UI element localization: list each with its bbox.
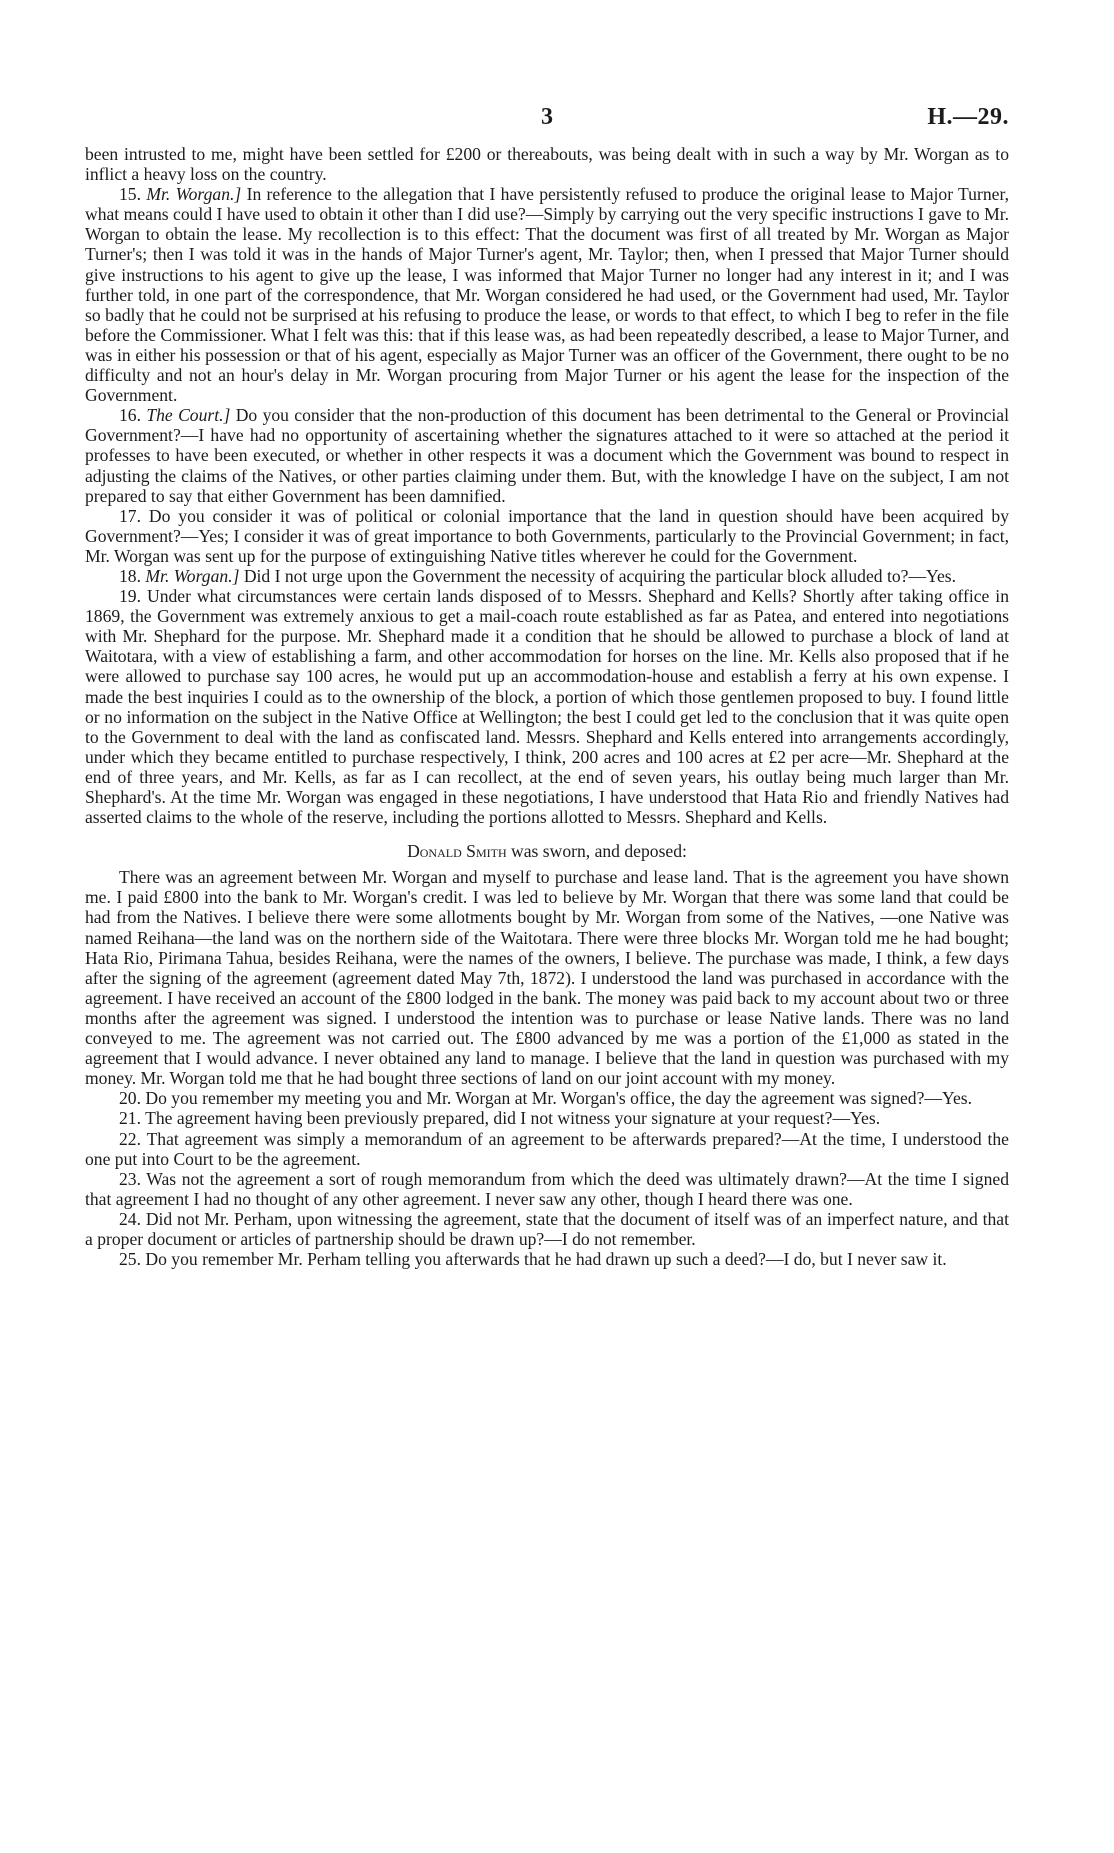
paragraph bbox=[85, 1088, 1009, 1108]
document-page bbox=[85, 104, 1009, 1269]
question-number: 22. bbox=[119, 1128, 141, 1149]
witness-heading-rest: was sworn, and deposed: bbox=[506, 841, 687, 862]
paragraph-text: Do you remember my meeting you and Mr. Worgan at Mr. Worgan's office, the day the agreement was signed?—Yes. bbox=[145, 1088, 972, 1109]
page-header bbox=[85, 104, 1009, 144]
speaker-label: Mr. Worgan.] bbox=[145, 565, 240, 586]
paragraph-text: Did not Mr. Perham, upon witnessing the agreement, state that the document of itself was of an imperfect nature, and that a proper document or articles of partnership should be drawn up?—I do not remember. bbox=[85, 1208, 1009, 1249]
testimony-section-2 bbox=[85, 867, 1009, 1269]
paragraph-text: The agreement having been previously prepared, did I not witness your signature at your request?—Yes. bbox=[145, 1108, 881, 1129]
body-text bbox=[85, 144, 1009, 1269]
question-number: 23. bbox=[119, 1168, 141, 1189]
paragraph bbox=[85, 1108, 1009, 1128]
paragraph-text: Did I not urge upon the Government the necessity of acquiring the particular block alluded to?—Yes. bbox=[239, 565, 957, 586]
question-number: 18. bbox=[119, 565, 141, 586]
question-number: 25. bbox=[119, 1249, 141, 1270]
paragraph-text: Was not the agreement a sort of rough memorandum from which the deed was ultimately drawn?—At the time I signed that agreement I had no thought of any other agreement. I never saw any other, though I heard there was one. bbox=[85, 1168, 1009, 1209]
question-number: 20. bbox=[119, 1088, 141, 1109]
question-number: 15. bbox=[119, 184, 141, 205]
paragraph bbox=[85, 566, 1009, 586]
document-reference: H.—29. bbox=[927, 104, 1009, 130]
question-number: 19. bbox=[119, 586, 141, 607]
speaker-label: The Court.] bbox=[146, 405, 231, 426]
paragraph bbox=[85, 1169, 1009, 1209]
paragraph-text: There was an agreement between Mr. Worgan and myself to purchase and lease land. That is the agreement you have shown me. I paid £800 into the bank to Mr. Worgan's credit. I was led to believe by Mr. Worgan that there was some land that could be had from the Natives. I believe there were some allotments bought by Mr. Worgan from some of the Natives, —one Native was named Reihana—the land was on the northern side of the Waitotara. There were three blocks Mr. Worgan told me he had bought; Hata Rio, Pirimana Tahua, besides Reihana, were the names of the owners, I believe. The purchase was made, I think, a few days after the signing of the agreement (agreement dated May 7th, 1872). I understood the land was purchased in accordance with the agreement. I have received an account of the £800 lodged in the bank. The money was paid back to my account about two or three months after the agreement was signed. I understood the intention was to purchase or lease Native lands. There was no land conveyed to me. The agreement was not carried out. The £800 advanced by me was a portion of the £1,000 as stated in the agreement that I would advance. I never obtained any land to manage. I believe that the land in question was purchased with my money. Mr. Worgan told me that he had bought three sections of land on our joint account with my money. bbox=[85, 867, 1009, 1089]
paragraph bbox=[85, 867, 1009, 1088]
paragraph-text: In reference to the allegation that I have persistently refused to produce the original lease to Major Turner, what means could I have used to obtain it other than I did use?—Simply by carrying out the very specific instructions I gave to Mr. Worgan to obtain the lease. My recollection is to this effect: That the document was first of all treated by Mr. Worgan as Major Turner's; then I was told it was in the hands of Major Turner's agent, Mr. Taylor; then, when I pressed that Major Turner should give instructions to his agent to give up the lease, I was informed that Major Turner no longer had any interest in it; and I was further told, in one part of the correspondence, that Mr. Worgan considered he had used, or the Government had used, Mr. Taylor so badly that he could not be surprised at his refusing to produce the lease, or words to that effect, to which I beg to refer in the file before the Commissioner. What I felt was this: that if this lease was, as had been repeatedly described, a lease to Major Turner, and was in either his possession or that of his agent, especially as Major Turner was an officer of the Government, there ought to be no difficulty and not an hour's delay in Mr. Worgan procuring from Major Turner or his agent the lease for the inspection of the Government. bbox=[85, 184, 1010, 406]
question-number: 17. bbox=[119, 505, 141, 526]
paragraph-text: been intrusted to me, might have been settled for £200 or thereabouts, was being dealt with in such a way by Mr. Worgan as to inflict a heavy loss on the country. bbox=[85, 144, 1009, 185]
paragraph bbox=[85, 506, 1009, 566]
paragraph bbox=[85, 184, 1009, 405]
testimony-section-1 bbox=[85, 144, 1009, 827]
paragraph-text: Do you consider that the non-production of this document has been detrimental to the General or Provincial Government?—I have had no opportunity of ascertaining whether the signatures attached to it were so attached at the period it professes to have been executed, or whether in other respects it was a document which the Government was bound to respect in adjusting the claims of the Natives, or other parties claiming under them. But, with the knowledge I have on the subject, I am not prepared to say that either Government has been damnified. bbox=[85, 405, 1009, 506]
witness-name: Donald Smith bbox=[407, 841, 507, 862]
paragraph bbox=[85, 144, 1009, 184]
question-number: 21. bbox=[119, 1108, 141, 1129]
witness-heading bbox=[85, 841, 1009, 861]
paragraph bbox=[85, 586, 1009, 827]
paragraph bbox=[85, 1249, 1009, 1269]
paragraph bbox=[85, 1209, 1009, 1249]
paragraph-text: That agreement was simply a memorandum of an agreement to be afterwards prepared?—At the time, I understood the one put into Court to be the agreement. bbox=[85, 1128, 1009, 1169]
page-number: 3 bbox=[541, 104, 553, 130]
paragraph bbox=[85, 405, 1009, 505]
paragraph-text: Do you consider it was of political or colonial importance that the land in question should have been acquired by Government?—Yes; I consider it was of great importance to both Governments, particularly to the Provincial Government; in fact, Mr. Worgan was sent up for the purpose of extinguishing Native titles wherever he could for the Government. bbox=[85, 505, 1010, 566]
paragraph-text: Do you remember Mr. Perham telling you afterwards that he had drawn up such a deed?—I do, but I never saw it. bbox=[145, 1249, 947, 1270]
question-number: 16. bbox=[119, 405, 141, 426]
question-number: 24. bbox=[119, 1208, 141, 1229]
paragraph-text: Under what circumstances were certain lands disposed of to Messrs. Shephard and Kells? Shortly after taking office in 1869, the Government was extremely anxious to get a mail-coach route established as far as Patea, and entered into negotiations with Mr. Shephard for the purpose. Mr. Shephard made it a condition that he should be allowed to purchase a block of land at Waitotara, with a view of establishing a farm, and other accommodation for horses on the line. Mr. Kells also proposed that if he were allowed to purchase say 100 acres, he would put up an accommodation-house and establish a ferry at his own expense. I made the best inquiries I could as to the ownership of the block, a portion of which those gentlemen proposed to buy. I found little or no information on the subject in the Native Office at Wellington; the best I could get led to the conclusion that it was quite open to the Government to deal with the land as confiscated land. Messrs. Shephard and Kells entered into arrangements accordingly, under which they became entitled to purchase respectively, I think, 200 acres and 100 acres at £2 per acre—Mr. Shephard at the end of three years, and Mr. Kells, as far as I can recollect, at the end of seven years, his outlay being much larger than Mr. Shephard's. At the time Mr. Worgan was engaged in these negotiations, I have understood that Hata Rio and friendly Natives had asserted claims to the whole of the reserve, including the portions allotted to Messrs. Shephard and Kells. bbox=[85, 586, 1009, 828]
paragraph bbox=[85, 1129, 1009, 1169]
speaker-label: Mr. Worgan.] bbox=[146, 184, 242, 205]
